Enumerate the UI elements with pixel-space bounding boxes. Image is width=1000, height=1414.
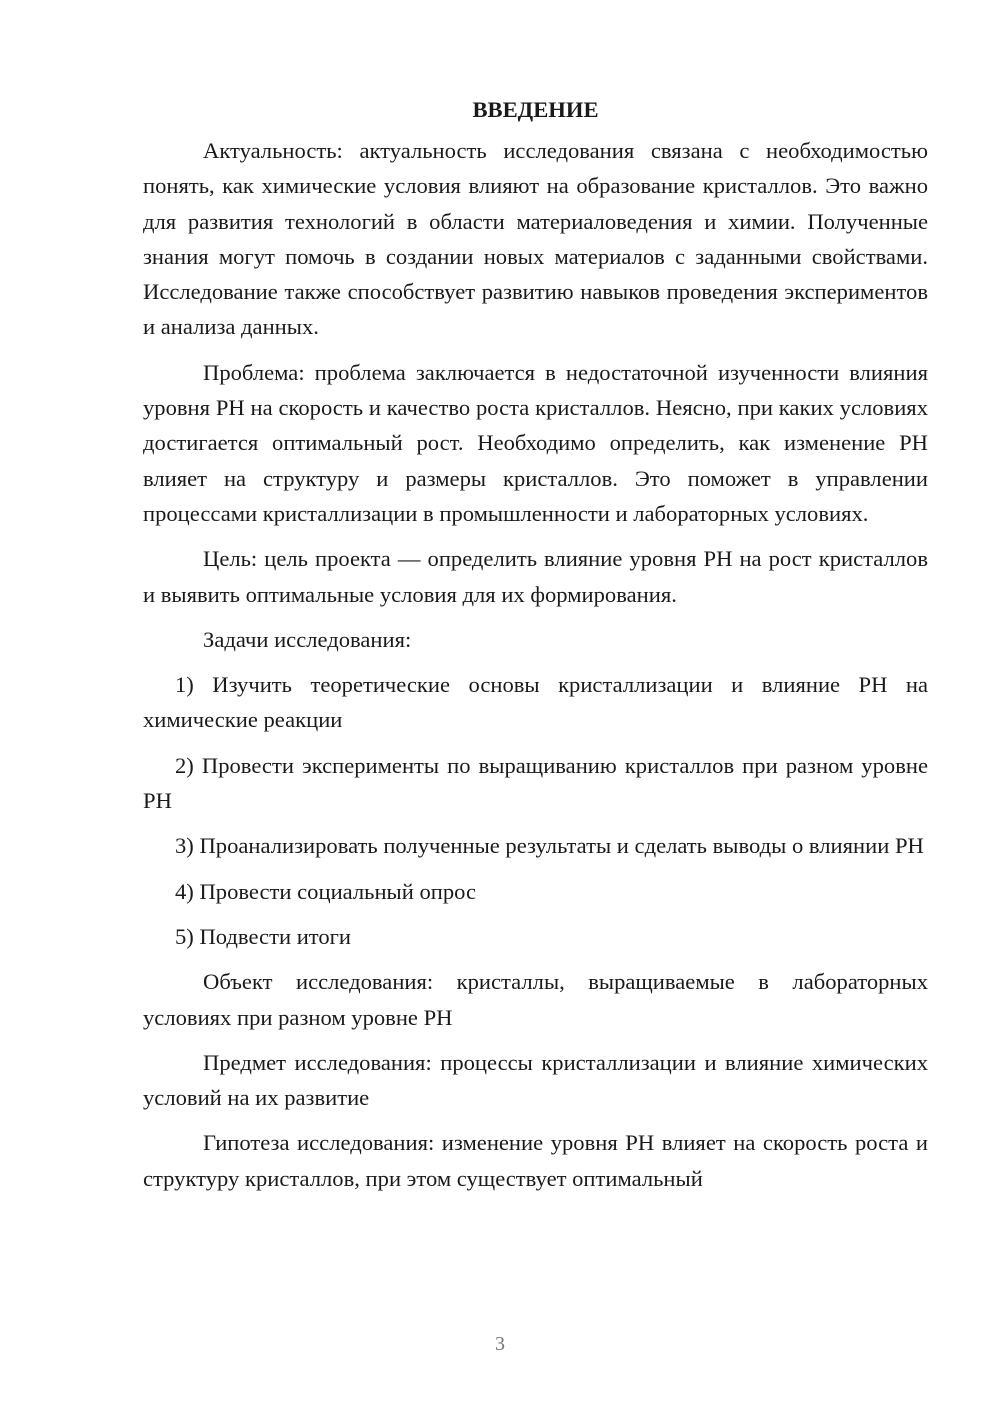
task-item-4: 4) Провести социальный опрос <box>175 878 477 904</box>
section-title: ВВЕДЕНИЕ <box>472 97 599 122</box>
task-item-1: 1) Изучить теоретические основы кристаллизации и влияние РН на химические реакции <box>143 672 928 733</box>
paragraph-problem: Проблема: проблема заключается в недостаточной изученности влияния уровня РН на скорость и качество роста кристаллов. Неясно, при каких условиях достигается оптимальный рост. Необходимо определить, как изменение РН влияет на структуру и размеры кристаллов. Это поможет в управлении процессами кристаллизации в промышленности и лабораторных условиях. <box>143 359 928 526</box>
task-item-3: 3) Проанализировать полученные результаты и сделать выводы о влиянии РН <box>175 833 924 859</box>
paragraph-hypothesis: Гипотеза исследования: изменение уровня РН влияет на скорость роста и структуру кристаллов, при этом существует оптимальный <box>143 1130 928 1191</box>
paragraph-subject: Предмет исследования: процессы кристаллизации и влияние химических условий на их развитие <box>143 1049 928 1111</box>
task-item-2: 2) Провести эксперименты по выращиванию кристаллов при разном уровне РН <box>143 752 928 814</box>
paragraph-tasks-heading: Задачи исследования: <box>203 626 412 652</box>
task-item-5: 5) Подвести итоги <box>175 923 352 949</box>
paragraph-relevance: Актуальность: актуальность исследования связана с необходимостью понять, как химические условия влияют на образование кристаллов. Это важно для развития технологий в области материаловедения и химии. Полученные знания могут помочь в создании новых материалов с заданными свойствами. Исследование также способствует развитию навыков проведения экспериментов и анализа данных. <box>143 138 928 340</box>
paragraph-object: Объект исследования: кристаллы, выращиваемые в лабораторных условиях при разном уровне РН <box>143 969 928 1030</box>
document-page <box>143 92 928 1206</box>
page-number: 3 <box>495 1333 505 1355</box>
paragraph-goal: Цель: цель проекта — определить влияние уровня РН на рост кристаллов и выявить оптимальные условия для их формирования. <box>143 546 928 607</box>
